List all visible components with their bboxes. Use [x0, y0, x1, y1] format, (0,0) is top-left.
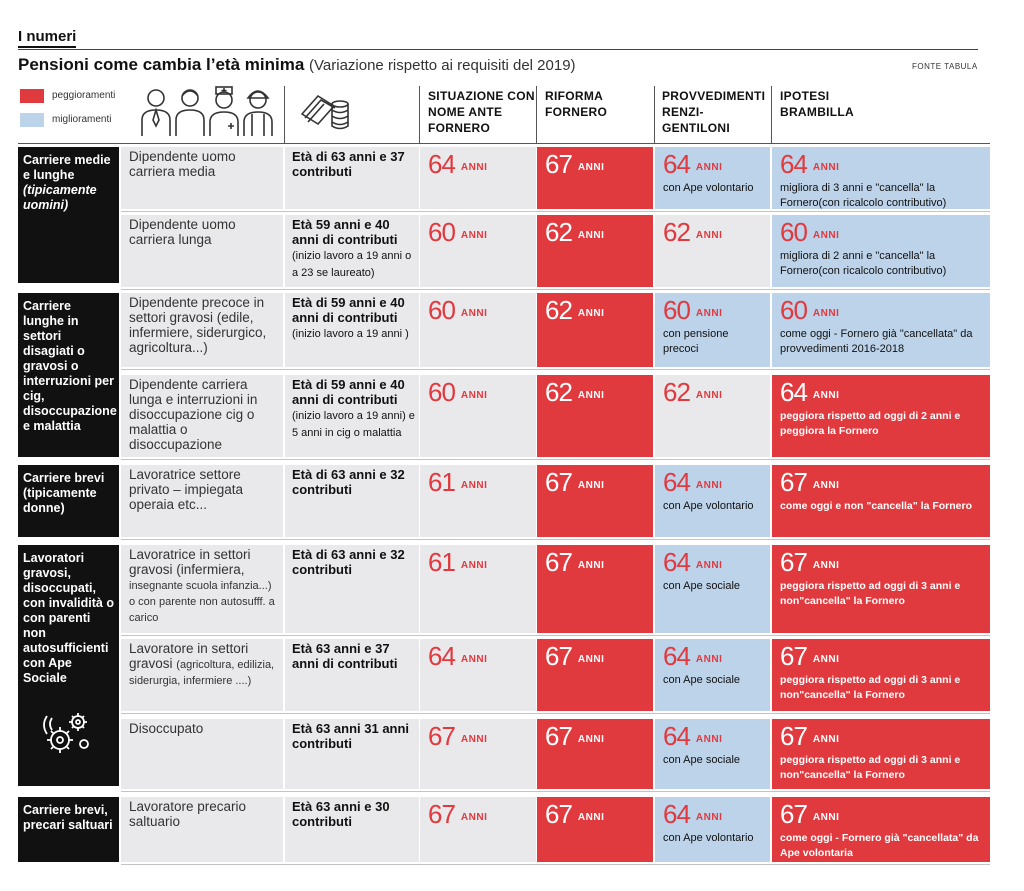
age-cell-c4 [772, 293, 990, 367]
age-unit: ANNI [577, 230, 605, 241]
age-number: 64 [663, 721, 690, 751]
age-cell-c1 [420, 465, 536, 537]
category-carriere-brevi-donne: Carriere brevi (tipicamente donne) [18, 465, 119, 537]
age-unit: ANNI [695, 230, 723, 241]
row-description [121, 147, 283, 209]
title-text: Pensioni come cambia l’età minima [18, 55, 305, 74]
requirement-text: Età di 63 anni e 32 contributi [292, 467, 405, 497]
source-label: FONTE TABULA [912, 62, 978, 71]
age-unit: ANNI [812, 734, 840, 745]
kicker-underline [18, 46, 76, 48]
age-number: 64 [663, 547, 690, 577]
description-text: Lavoratore in settori gravosi [129, 641, 249, 671]
age-value [545, 297, 647, 324]
legend-label-worse: peggioramenti [52, 90, 116, 101]
age-unit: ANNI [812, 654, 840, 665]
age-unit: ANNI [812, 480, 840, 491]
age-number: 64 [428, 149, 455, 179]
age-unit: ANNI [577, 560, 605, 571]
age-cell-c2 [537, 639, 653, 711]
row-divider [121, 289, 990, 290]
age-value [428, 297, 530, 324]
age-cell-c1 [420, 147, 536, 209]
row-divider [121, 713, 990, 714]
age-value [780, 723, 984, 750]
age-note: peggiora rispetto ad oggi di 3 anni e non"cancella" la Fornero [780, 754, 961, 781]
age-number: 67 [780, 799, 807, 829]
requirement-text: Età di 63 anni e 37 contributi [292, 149, 405, 179]
age-unit: ANNI [695, 812, 723, 823]
age-number: 67 [545, 641, 572, 671]
description-text: Lavoratrice settore privato – impiegata operaia etc... [129, 467, 244, 512]
age-value [545, 801, 647, 828]
age-cell-c2 [537, 797, 653, 862]
age-value [428, 549, 530, 576]
row-description [121, 465, 283, 537]
description-text: Dipendente uomo carriera media [129, 149, 236, 179]
money-coins-icon [300, 92, 350, 132]
age-unit: ANNI [695, 308, 723, 319]
age-number: 67 [780, 721, 807, 751]
row-requirement [285, 639, 419, 711]
age-cell-c1 [420, 797, 536, 862]
age-note: con Ape sociale [663, 674, 741, 686]
header-renzi-gentiloni: PROVVEDIMENTI RENZI- GENTILONI [662, 89, 766, 135]
age-value [663, 549, 764, 576]
age-unit: ANNI [695, 480, 723, 491]
age-value [428, 469, 530, 496]
age-cell-c3 [655, 719, 770, 789]
row-description [121, 719, 283, 789]
header-ipotesi-brambilla: IPOTESI BRAMBILLA [780, 89, 855, 119]
description-text: Lavoratore precario saltuario [129, 799, 247, 829]
row-description [121, 293, 283, 367]
description-text: Dipendente uomo carriera lunga [129, 217, 236, 247]
age-note: con pensione precoci [663, 328, 729, 355]
age-value [663, 151, 764, 178]
age-unit: ANNI [577, 480, 605, 491]
age-cell-c2 [537, 719, 653, 789]
age-value [428, 219, 530, 246]
age-value [780, 801, 984, 828]
age-number: 62 [663, 377, 690, 407]
age-number: 60 [663, 295, 690, 325]
requirement-detail: (inizio lavoro a 19 anni) e 5 anni in cig o malattia [292, 410, 415, 439]
header-bottom-rule [18, 143, 990, 144]
age-value [545, 219, 647, 246]
age-unit: ANNI [812, 230, 840, 241]
row-description [121, 797, 283, 862]
legend-swatch-better [20, 113, 44, 127]
age-unit: ANNI [577, 812, 605, 823]
age-value [428, 801, 530, 828]
age-number: 64 [663, 467, 690, 497]
age-number: 67 [780, 467, 807, 497]
age-note: peggiora rispetto ad oggi di 3 anni e non"cancella" la Fornero [780, 674, 961, 701]
age-note: come oggi e non "cancella" la Fornero [780, 500, 972, 512]
age-value [663, 219, 764, 246]
age-value [545, 469, 647, 496]
age-cell-c3 [655, 797, 770, 862]
row-divider [121, 539, 990, 540]
age-value [663, 379, 764, 406]
age-cell-c3 [655, 293, 770, 367]
age-number: 64 [663, 149, 690, 179]
age-unit: ANNI [812, 560, 840, 571]
age-cell-c2 [537, 465, 653, 537]
age-value [780, 151, 984, 178]
age-unit: ANNI [460, 230, 488, 241]
row-requirement [285, 465, 419, 537]
header-riforma-fornero: RIFORMA FORNERO [545, 89, 608, 119]
age-number: 62 [545, 377, 572, 407]
age-cell-c3 [655, 639, 770, 711]
age-cell-c2 [537, 215, 653, 287]
age-cell-c1 [420, 215, 536, 287]
age-cell-c2 [537, 293, 653, 367]
age-number: 60 [428, 295, 455, 325]
requirement-text: Età di 63 anni e 32 contributi [292, 547, 405, 577]
row-divider [121, 211, 990, 212]
age-value [780, 297, 984, 324]
header-divider [419, 86, 420, 144]
age-value [545, 379, 647, 406]
age-number: 61 [428, 467, 455, 497]
age-unit: ANNI [460, 308, 488, 319]
age-value [428, 379, 530, 406]
age-unit: ANNI [695, 734, 723, 745]
requirement-text: Età 63 anni e 37 anni di contributi [292, 641, 398, 671]
category-carriere-brevi-precari: Carriere brevi, precari saltuari [18, 797, 119, 862]
age-note: peggiora rispetto ad oggi di 2 anni e peggiora la Fornero [780, 410, 961, 437]
age-number: 61 [428, 547, 455, 577]
age-unit: ANNI [577, 162, 605, 173]
age-number: 62 [545, 217, 572, 247]
description-text: Lavoratrice in settori gravosi (infermiera, [129, 547, 251, 577]
row-description [121, 375, 283, 457]
age-note: migliora di 3 anni e "cancella" la Fornero(con ricalcolo contributivo) [780, 182, 947, 209]
age-value [545, 549, 647, 576]
row-description [121, 215, 283, 287]
category-carriere-medie [18, 147, 119, 283]
age-value [780, 643, 984, 670]
age-value [663, 723, 764, 750]
row-requirement [285, 293, 419, 367]
requirement-text: Età 59 anni e 40 anni di contributi [292, 217, 398, 247]
age-value [780, 469, 984, 496]
age-number: 64 [780, 377, 807, 407]
page-title [18, 55, 576, 75]
age-value [663, 297, 764, 324]
age-number: 67 [428, 721, 455, 751]
age-value [545, 151, 647, 178]
row-requirement [285, 545, 419, 633]
header-ante-fornero: SITUAZIONE CON NOME ANTE FORNERO [428, 89, 535, 135]
age-number: 64 [663, 641, 690, 671]
age-unit: ANNI [695, 560, 723, 571]
age-value [545, 723, 647, 750]
age-value [545, 643, 647, 670]
requirement-text: Età di 59 anni e 40 anni di contributi [292, 377, 405, 407]
age-cell-c4 [772, 797, 990, 862]
kicker: I numeri [18, 28, 77, 45]
row-divider [121, 635, 990, 636]
age-number: 67 [545, 149, 572, 179]
age-unit: ANNI [812, 308, 840, 319]
row-divider [121, 864, 990, 865]
description-text: Disoccupato [129, 721, 204, 736]
age-unit: ANNI [577, 654, 605, 665]
age-value [780, 219, 984, 246]
age-value [780, 379, 984, 406]
description-text: Dipendente carriera lunga e interruzioni in disoccupazione cig o malattia o disoccupazione [129, 377, 258, 452]
workers-icon [140, 86, 278, 138]
age-cell-c3 [655, 215, 770, 287]
row-requirement [285, 215, 419, 287]
age-unit: ANNI [812, 390, 840, 401]
age-unit: ANNI [812, 162, 840, 173]
header-divider [771, 86, 772, 144]
age-unit: ANNI [460, 162, 488, 173]
age-note: come oggi - Fornero già "cancellata" da Ape volontaria [780, 832, 979, 859]
age-cell-c2 [537, 375, 653, 457]
legend-swatch-worse [20, 89, 44, 103]
age-number: 67 [780, 641, 807, 671]
requirement-text: Età di 59 anni e 40 anni di contributi [292, 295, 405, 325]
age-note: con Ape volontario [663, 500, 754, 512]
row-divider [121, 369, 990, 370]
age-unit: ANNI [460, 734, 488, 745]
row-divider [121, 459, 990, 460]
row-divider [121, 791, 990, 792]
header-divider [536, 86, 537, 144]
legend-label-better: miglioramenti [52, 114, 112, 125]
age-note: migliora di 2 anni e "cancella" la Fornero(con ricalcolo contributivo) [780, 250, 947, 277]
age-value [663, 469, 764, 496]
header-divider [284, 86, 285, 144]
row-description [121, 639, 283, 711]
age-cell-c3 [655, 545, 770, 633]
age-number: 64 [780, 149, 807, 179]
age-cell-c3 [655, 375, 770, 457]
row-requirement [285, 147, 419, 209]
age-note: peggiora rispetto ad oggi di 3 anni e non"cancella" la Fornero [780, 580, 961, 607]
category-lavoratori-gravosi: Lavoratori gravosi, disoccupati, con invalidità o con parenti non autosufficienti con Ape Sociale [18, 545, 119, 786]
age-number: 62 [545, 295, 572, 325]
requirement-text: Età 63 anni e 30 contributi [292, 799, 390, 829]
age-unit: ANNI [460, 812, 488, 823]
requirement-text: Età 63 anni 31 anni contributi [292, 721, 410, 751]
age-number: 60 [428, 377, 455, 407]
age-cell-c4 [772, 215, 990, 287]
age-unit: ANNI [695, 654, 723, 665]
age-note: con Ape volontario [663, 832, 754, 844]
age-note: con Ape sociale [663, 754, 741, 766]
age-value [663, 643, 764, 670]
age-cell-c1 [420, 639, 536, 711]
description-text: Dipendente precoce in settori gravosi (edile, infermiere, siderurgico, agricoltura...) [129, 295, 267, 355]
age-cell-c1 [420, 719, 536, 789]
age-cell-c4 [772, 465, 990, 537]
age-note: come oggi - Fornero già "cancellata" da provvedimenti 2016-2018 [780, 328, 973, 355]
age-note: con Ape sociale [663, 580, 741, 592]
age-number: 60 [428, 217, 455, 247]
age-unit: ANNI [577, 390, 605, 401]
age-cell-c4 [772, 147, 990, 209]
row-requirement [285, 375, 419, 457]
age-unit: ANNI [695, 390, 723, 401]
age-number: 67 [545, 547, 572, 577]
age-cell-c4 [772, 719, 990, 789]
row-requirement [285, 797, 419, 862]
age-cell-c4 [772, 375, 990, 457]
row-requirement [285, 719, 419, 789]
age-number: 67 [545, 467, 572, 497]
age-unit: ANNI [460, 560, 488, 571]
gears-icon [40, 708, 96, 758]
subtitle: (Variazione rispetto ai requisiti del 2019) [309, 57, 576, 74]
age-number: 60 [780, 217, 807, 247]
age-value [428, 151, 530, 178]
age-unit: ANNI [577, 734, 605, 745]
age-cell-c2 [537, 545, 653, 633]
requirement-detail: (inizio lavoro a 19 anni ) [292, 328, 409, 340]
age-number: 67 [545, 721, 572, 751]
age-cell-c4 [772, 639, 990, 711]
age-cell-c3 [655, 147, 770, 209]
age-value [663, 801, 764, 828]
age-unit: ANNI [812, 812, 840, 823]
category-label: Carriere medie e lunghe [23, 153, 111, 182]
category-label-note: (tipicamente uomini) [23, 183, 97, 212]
age-cell-c1 [420, 293, 536, 367]
age-unit: ANNI [460, 390, 488, 401]
age-unit: ANNI [577, 308, 605, 319]
age-value [780, 549, 984, 576]
requirement-detail: (inizio lavoro a 19 anni o a 23 se laureato) [292, 250, 412, 279]
age-value [428, 723, 530, 750]
category-carriere-lunghe: Carriere lunghe in settori disagiati o gravosi o interruzioni per cig, disoccupazione e malattia [18, 293, 119, 457]
description-detail: insegnante scuola infanzia...) o con parente non autosufff. a carico [129, 580, 275, 624]
age-cell-c1 [420, 545, 536, 633]
age-cell-c1 [420, 375, 536, 457]
age-value [428, 643, 530, 670]
age-cell-c3 [655, 465, 770, 537]
age-unit: ANNI [695, 162, 723, 173]
header-divider [654, 86, 655, 144]
description-detail: (agricoltura, edilizia, siderurgia, infermiere ....) [129, 659, 275, 687]
age-number: 64 [428, 641, 455, 671]
age-cell-c2 [537, 147, 653, 209]
age-cell-c4 [772, 545, 990, 633]
age-note: con Ape volontario [663, 182, 754, 194]
age-number: 67 [545, 799, 572, 829]
age-number: 62 [663, 217, 690, 247]
row-description [121, 545, 283, 633]
age-unit: ANNI [460, 480, 488, 491]
age-number: 64 [663, 799, 690, 829]
age-number: 67 [780, 547, 807, 577]
age-number: 60 [780, 295, 807, 325]
age-number: 67 [428, 799, 455, 829]
age-unit: ANNI [460, 654, 488, 665]
header-rule [18, 49, 978, 50]
